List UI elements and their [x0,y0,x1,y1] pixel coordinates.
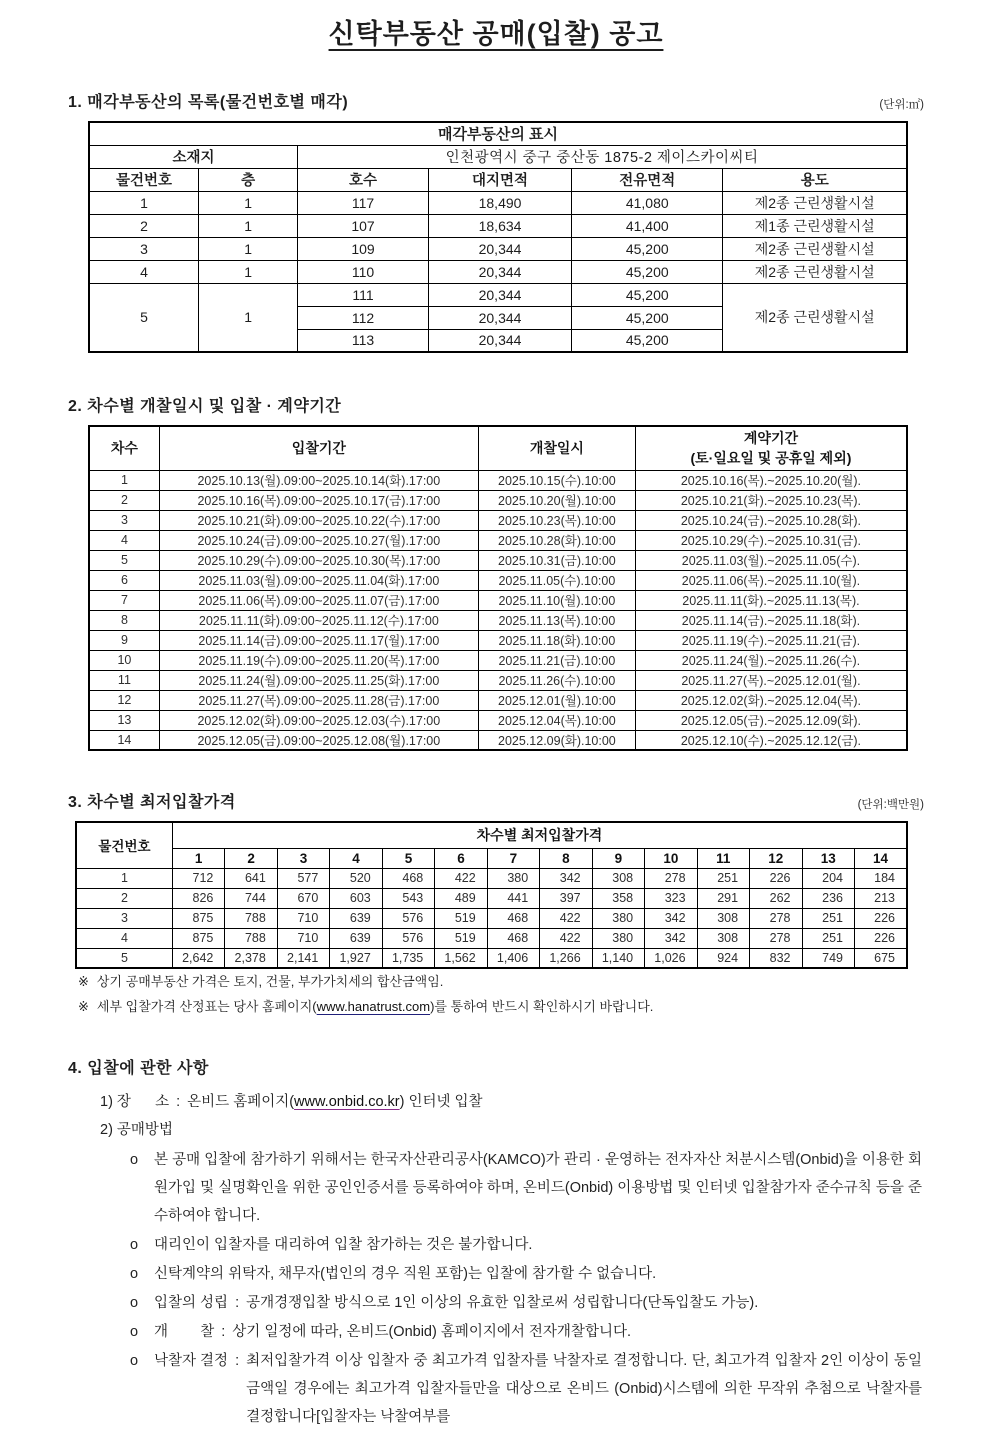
onbid-link[interactable]: www.onbid.co.kr [294,1094,400,1110]
cell-price: 2,378 [225,948,277,968]
cell-unit-no: 110 [298,260,429,283]
cell-exclusive-area: 45,200 [572,306,723,329]
cell-price: 184 [854,868,907,888]
table-row [89,490,907,510]
cell-price: 226 [854,908,907,928]
bullet-winner-decision [130,1347,922,1431]
cell-price: 788 [225,928,277,948]
cell-open-datetime: 2025.12.09(화).10:00 [478,730,635,750]
cell-use: 제2종 근린생활시설 [723,191,907,214]
col-header: 호수 [298,168,429,191]
cell-floor: 1 [199,214,298,237]
bullet-no-trustor [130,1260,922,1288]
cell-bid-period: 2025.11.27(목).09:00~2025.11.28(금).17:00 [159,690,478,710]
round-header: 14 [854,848,907,868]
property-list-table [88,121,908,353]
cell-item-no: 4 [76,928,172,948]
cell-price: 576 [382,928,434,948]
location-value-cell: 인천광역시 중구 중산동 1875-2 제이스카이씨티 [298,145,907,168]
cell-item-no: 2 [89,214,199,237]
cell-bid-period: 2025.11.03(월).09:00~2025.11.04(화).17:00 [159,570,478,590]
cell-contract-period: 2025.10.21(화).~2025.10.23(목). [635,490,907,510]
cell-bid-period: 2025.11.24(월).09:00~2025.11.25(화).17:00 [159,670,478,690]
cell-item-no: 1 [89,191,199,214]
bullet-marker: o [130,1266,139,1282]
cell-price: 639 [330,928,382,948]
cell-price: 749 [802,948,854,968]
cell-price: 1,562 [435,948,487,968]
colon: : [221,1324,226,1340]
cell-exclusive-area: 45,200 [572,283,723,306]
cell-open-datetime: 2025.10.31(금).10:00 [478,550,635,570]
bullet-text: 상기 일정에 따라, 온비드(Onbid) 홈페이지에서 전자개찰합니다. [232,1324,631,1340]
bullet-no-proxy [130,1231,922,1259]
cell-bid-period: 2025.10.29(수).09:00~2025.10.30(목).17:00 [159,550,478,570]
bullet-text: 신탁계약의 위탁자, 채무자(법인의 경우 직원 포함)는 입찰에 참가할 수 없습니다. [154,1266,657,1282]
cell-price: 308 [697,908,749,928]
round-header-row [76,848,907,868]
round-header: 7 [487,848,539,868]
table-row [89,610,907,630]
column-header-row [89,426,907,470]
table-row [89,283,907,306]
min-bid-price-table [75,821,908,969]
cell-open-datetime: 2025.11.10(월).10:00 [478,590,635,610]
price-note-2 [78,994,922,1019]
cell-unit-no: 109 [298,237,429,260]
cell-floor: 1 [199,260,298,283]
cell-price: 358 [592,888,644,908]
cell-land-area: 20,344 [428,260,571,283]
cell-price: 826 [172,888,224,908]
cell-price: 251 [802,908,854,928]
cell-price: 603 [330,888,382,908]
cell-floor: 1 [199,283,298,352]
cell-price: 226 [854,928,907,948]
cell-price: 641 [225,868,277,888]
round-header: 2 [225,848,277,868]
bullet-marker: o [130,1295,139,1311]
section1-heading-row [68,89,924,112]
cell-floor: 1 [199,237,298,260]
table-row [89,237,907,260]
contract-header-line2: (토·일요일 및 공휴일 제외) [690,450,852,467]
bullet-label: 개 찰 [154,1324,215,1340]
cell-price: 380 [592,908,644,928]
cell-price: 639 [330,908,382,928]
cell-round: 4 [89,530,159,550]
cell-item-no: 1 [76,868,172,888]
location-label-cell: 소재지 [89,145,298,168]
cell-price: 308 [697,928,749,948]
cell-land-area: 18,634 [428,214,571,237]
cell-unit-no: 117 [298,191,429,214]
note-marker: ※ [78,974,89,989]
cell-round: 13 [89,710,159,730]
cell-round: 1 [89,470,159,490]
col-header: 전유면적 [572,168,723,191]
cell-price: 1,406 [487,948,539,968]
round-header: 5 [382,848,434,868]
section2-heading-row [68,393,924,416]
place-text-prefix: 온비드 홈페이지( [187,1094,295,1110]
note-text: 상기 공매부동산 가격은 토지, 건물, 부가가치세의 합산금액임. [96,974,444,989]
property-table-caption: 매각부동산의 표시 [89,122,907,145]
cell-open-datetime: 2025.11.13(목).10:00 [478,610,635,630]
cell-price: 262 [750,888,802,908]
cell-open-datetime: 2025.10.20(월).10:00 [478,490,635,510]
table-row [89,690,907,710]
cell-land-area: 20,344 [428,237,571,260]
cell-contract-period: 2025.11.06(목).~2025.11.10(월). [635,570,907,590]
cell-item-no: 4 [89,260,199,283]
bullet-text: 최저입찰가격 이상 입찰자 중 최고가격 입찰자를 낙찰자로 결정합니다. 단, 최고가격 입찰자 2인 이상이 동일금액일 경우에는 최고가격 입찰자들만을 대상으로 온비드 (Onbid)시스템에 의한 무작위 추첨으로 낙찰자를 결정합니다[입찰자는 낙찰여부를 [246,1353,922,1425]
cell-price: 543 [382,888,434,908]
round-header: 8 [540,848,592,868]
section3-unit-label: (단위:백만원) [857,799,924,811]
bullet-text: 본 공매 입찰에 참가하기 위해서는 한국자산관리공사(KAMCO)가 관리 · 운영하는 전자자산 처분시스템(Onbid)을 이용한 회원가입 및 실명확인을 위한 공인인증서를 등록하여야 하며, 온비드(Onbid) 이용방법 및 인터넷 입찰참가자 준수규칙 등을 준수하여야 합니다. [154,1152,922,1224]
cell-land-area: 18,490 [428,191,571,214]
method-bullets [130,1146,922,1431]
cell-price: 712 [172,868,224,888]
cell-round: 10 [89,650,159,670]
cell-item-no: 5 [89,283,199,352]
cell-contract-period: 2025.10.24(금).~2025.10.28(화). [635,510,907,530]
section1-unit-label: (단위:㎡) [879,99,924,111]
cell-price: 519 [435,928,487,948]
cell-bid-period: 2025.11.11(화).09:00~2025.11.12(수).17:00 [159,610,478,630]
col-header: 대지면적 [428,168,571,191]
col-header-contract-period [635,426,907,470]
round-header: 3 [277,848,329,868]
cell-price: 422 [540,908,592,928]
table-row [76,948,907,968]
cell-price: 422 [435,868,487,888]
cell-bid-period: 2025.12.02(화).09:00~2025.12.03(수).17:00 [159,710,478,730]
table-row [76,888,907,908]
cell-price: 832 [750,948,802,968]
cell-contract-period: 2025.11.27(목).~2025.12.01(월). [635,670,907,690]
hanatrust-link[interactable]: www.hanatrust.com [316,999,431,1014]
cell-price: 422 [540,928,592,948]
place-label: 1) 장 소 [100,1094,170,1110]
cell-price: 744 [225,888,277,908]
cell-item-no: 2 [76,888,172,908]
bullet-bid-opening [130,1318,922,1346]
note-text-suffix: )를 통하여 반드시 확인하시기 바랍니다. [430,999,654,1014]
section2-title: 2. 차수별 개찰일시 및 입찰 · 계약기간 [68,398,342,415]
cell-bid-period: 2025.10.16(목).09:00~2025.10.17(금).17:00 [159,490,478,510]
cell-exclusive-area: 45,200 [572,329,723,352]
cell-price: 1,026 [645,948,697,968]
bullet-bid-validity [130,1289,922,1317]
cell-price: 251 [697,868,749,888]
method-label: 2) 공매방법 [100,1122,173,1138]
table-row [89,260,907,283]
section1-title: 1. 매각부동산의 목록(물건번호별 매각) [68,94,349,111]
cell-price: 251 [802,928,854,948]
col-header: 용도 [723,168,907,191]
cell-price: 577 [277,868,329,888]
cell-price: 236 [802,888,854,908]
cell-price: 213 [854,888,907,908]
bullet-marker: o [130,1353,139,1369]
cell-round: 7 [89,590,159,610]
round-header: 6 [435,848,487,868]
cell-open-datetime: 2025.12.01(월).10:00 [478,690,635,710]
cell-open-datetime: 2025.11.21(금).10:00 [478,650,635,670]
note-text-prefix: 세부 입찰가격 산정표는 당사 홈페이지( [96,999,317,1014]
cell-open-datetime: 2025.12.04(목).10:00 [478,710,635,730]
cell-price: 788 [225,908,277,928]
cell-use: 제2종 근린생활시설 [723,237,907,260]
cell-price: 468 [487,928,539,948]
cell-price: 2,642 [172,948,224,968]
table-row [89,191,907,214]
cell-item-no: 3 [76,908,172,928]
table-row [89,630,907,650]
table-row [76,868,907,888]
cell-price: 468 [382,868,434,888]
table-row [76,822,907,848]
col-header-item-no: 물건번호 [76,822,172,868]
bid-schedule-table [88,425,908,751]
col-header: 층 [199,168,298,191]
cell-round: 11 [89,670,159,690]
cell-price: 520 [330,868,382,888]
bullet-label: 낙찰자 결정 [154,1353,229,1369]
table-row [89,590,907,610]
cell-floor: 1 [199,191,298,214]
cell-price: 323 [645,888,697,908]
cell-price: 2,141 [277,948,329,968]
cell-price: 468 [487,908,539,928]
cell-price: 226 [750,868,802,888]
round-header: 9 [592,848,644,868]
round-header: 13 [802,848,854,868]
cell-round: 8 [89,610,159,630]
cell-bid-period: 2025.12.05(금).09:00~2025.12.08(월).17:00 [159,730,478,750]
colon: : [176,1094,181,1110]
table-row [89,650,907,670]
cell-round: 9 [89,630,159,650]
cell-round: 14 [89,730,159,750]
cell-contract-period: 2025.11.11(화).~2025.11.13(목). [635,590,907,610]
cell-land-area: 20,344 [428,306,571,329]
cell-unit-no: 112 [298,306,429,329]
cell-price: 278 [750,928,802,948]
cell-unit-no: 111 [298,283,429,306]
cell-contract-period: 2025.11.24(월).~2025.11.26(수). [635,650,907,670]
cell-price: 380 [592,928,644,948]
table-row [89,730,907,750]
bullet-marker: o [130,1237,139,1253]
round-header: 1 [172,848,224,868]
column-header-row [89,168,907,191]
cell-use: 제1종 근린생활시설 [723,214,907,237]
price-table-caption: 차수별 최저입찰가격 [172,822,907,848]
cell-bid-period: 2025.10.13(월).09:00~2025.10.14(화).17:00 [159,470,478,490]
cell-price: 397 [540,888,592,908]
cell-land-area: 20,344 [428,329,571,352]
cell-price: 710 [277,928,329,948]
cell-open-datetime: 2025.10.28(화).10:00 [478,530,635,550]
cell-land-area: 20,344 [428,283,571,306]
note-marker: ※ [78,999,89,1014]
cell-price: 441 [487,888,539,908]
cell-price: 380 [487,868,539,888]
cell-contract-period: 2025.11.19(수).~2025.11.21(금). [635,630,907,650]
cell-round: 2 [89,490,159,510]
cell-exclusive-area: 45,200 [572,237,723,260]
table-row [89,550,907,570]
table-row [89,530,907,550]
bullet-text: 공개경쟁입찰 방식으로 1인 이상의 유효한 입찰로써 성립합니다(단독입찰도 가능). [246,1295,759,1311]
round-header: 10 [645,848,697,868]
page-title: 신탁부동산 공매(입찰) 공고 [328,19,664,49]
cell-exclusive-area: 45,200 [572,260,723,283]
note-text [97,994,653,1019]
section4-body [100,1088,922,1431]
cell-bid-period: 2025.10.24(금).09:00~2025.10.27(월).17:00 [159,530,478,550]
contract-header-line1: 계약기간 [743,429,798,446]
cell-price: 519 [435,908,487,928]
cell-contract-period: 2025.12.05(금).~2025.12.09(화). [635,710,907,730]
cell-use: 제2종 근린생활시설 [723,260,907,283]
cell-exclusive-area: 41,080 [572,191,723,214]
cell-price: 576 [382,908,434,928]
cell-contract-period: 2025.10.16(목).~2025.10.20(월). [635,470,907,490]
cell-price: 342 [645,908,697,928]
cell-contract-period: 2025.10.29(수).~2025.10.31(금). [635,530,907,550]
section4-heading-row [68,1055,924,1078]
round-header: 12 [750,848,802,868]
cell-open-datetime: 2025.10.15(수).10:00 [478,470,635,490]
cell-price: 489 [435,888,487,908]
cell-bid-period: 2025.10.21(화).09:00~2025.10.22(수).17:00 [159,510,478,530]
cell-round: 5 [89,550,159,570]
cell-price: 675 [854,948,907,968]
table-row [89,122,907,145]
bullet-label: 입찰의 성립 [154,1295,229,1311]
colon: : [235,1353,240,1369]
bullet-text: 대리인이 입찰자를 대리하여 입찰 참가하는 것은 불가합니다. [154,1237,533,1253]
col-header-round: 차수 [89,426,159,470]
col-header: 물건번호 [89,168,199,191]
table-row [89,670,907,690]
cell-price: 875 [172,928,224,948]
bullet-kamco [130,1146,922,1230]
place-text-suffix: ) 인터넷 입찰 [399,1094,483,1110]
cell-contract-period: 2025.12.10(수).~2025.12.12(금). [635,730,907,750]
table-row [89,570,907,590]
bullet-marker: o [130,1152,139,1168]
section4-title: 4. 입찰에 관한 사항 [68,1060,209,1077]
cell-price: 670 [277,888,329,908]
col-header-bid-period: 입찰기간 [159,426,478,470]
cell-contract-period: 2025.11.03(월).~2025.11.05(수). [635,550,907,570]
cell-item-no: 5 [76,948,172,968]
round-header: 4 [330,848,382,868]
cell-price: 1,927 [330,948,382,968]
table-row [89,470,907,490]
cell-open-datetime: 2025.11.18(화).10:00 [478,630,635,650]
cell-bid-period: 2025.11.06(목).09:00~2025.11.07(금).17:00 [159,590,478,610]
colon: : [235,1295,240,1311]
cell-contract-period: 2025.11.14(금).~2025.11.18(화). [635,610,907,630]
bullet-marker: o [130,1324,139,1340]
place-text [187,1088,482,1116]
section3-title: 3. 차수별 최저입찰가격 [68,794,236,811]
round-header: 11 [697,848,749,868]
cell-price: 875 [172,908,224,928]
cell-round: 12 [89,690,159,710]
cell-open-datetime: 2025.11.05(수).10:00 [478,570,635,590]
cell-bid-period: 2025.11.19(수).09:00~2025.11.20(목).17:00 [159,650,478,670]
cell-price: 278 [750,908,802,928]
table-row [89,145,907,168]
table-row [76,908,907,928]
price-note-1 [78,969,922,994]
cell-price: 924 [697,948,749,968]
cell-unit-no: 107 [298,214,429,237]
cell-open-datetime: 2025.11.26(수).10:00 [478,670,635,690]
cell-price: 342 [540,868,592,888]
cell-round: 3 [89,510,159,530]
cell-bid-period: 2025.11.14(금).09:00~2025.11.17(월).17:00 [159,630,478,650]
cell-price: 308 [592,868,644,888]
cell-open-datetime: 2025.10.23(목).10:00 [478,510,635,530]
cell-item-no: 3 [89,237,199,260]
cell-price: 1,140 [592,948,644,968]
table-row [76,928,907,948]
cell-exclusive-area: 41,400 [572,214,723,237]
cell-contract-period: 2025.12.02(화).~2025.12.04(목). [635,690,907,710]
method-line [100,1116,922,1144]
cell-price: 1,266 [540,948,592,968]
cell-price: 278 [645,868,697,888]
cell-price: 291 [697,888,749,908]
table-row [89,214,907,237]
place-line [100,1088,922,1116]
cell-price: 204 [802,868,854,888]
cell-unit-no: 113 [298,329,429,352]
cell-price: 1,735 [382,948,434,968]
table-row [89,710,907,730]
cell-price: 710 [277,908,329,928]
cell-round: 6 [89,570,159,590]
section3-heading-row [68,789,924,812]
cell-use: 제2종 근린생활시설 [723,283,907,352]
col-header-open-datetime: 개찰일시 [478,426,635,470]
table-row [89,510,907,530]
cell-price: 342 [645,928,697,948]
